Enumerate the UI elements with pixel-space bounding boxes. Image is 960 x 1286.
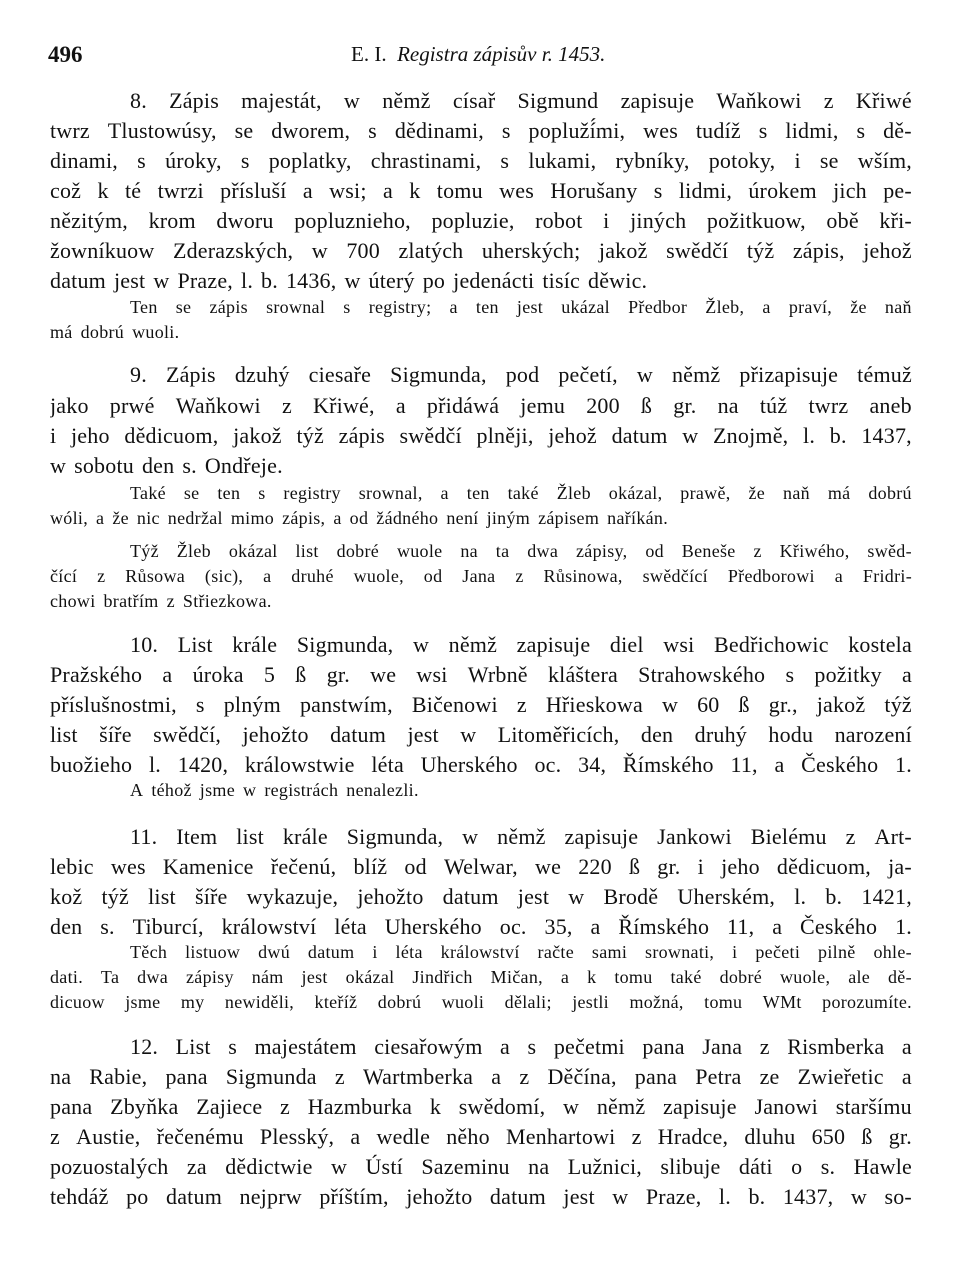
text-line: Pražského a úroka 5 ß gr. we wsi Wrbně kláštera Strahowského s požitky a bbox=[50, 662, 912, 687]
text-line: i jeho dědicuom, jakož týž zápis swědčí plněji, jehož datum w Znojmě, l. b. 1437, bbox=[50, 423, 912, 448]
text-line: dinami, s úroky, s poplatky, chrastinami, s lukami, rybníky, potoky, i se wším, bbox=[50, 148, 912, 173]
text-line: žowníkuow Zderazských, w 700 zlatých uherských; jakož swědčí týž zápis, jehož bbox=[50, 238, 912, 263]
text-line: jako prwé Waňkowi z Křiwé, a přidáwá jemu 200 ß gr. na túž twrz aneb bbox=[50, 393, 912, 418]
text-line: lebic wes Kamenice řečenú, blíž od Welwar, we 220 ß gr. i jeho dědicuom, ja- bbox=[50, 854, 912, 879]
text-line: twrz Tlustowúsy, se dworem, s dědinami, s popluží́mi, wes tudíž s lidmi, s dě- bbox=[50, 118, 912, 143]
note-line: A téhož jsme w registrách nenalezli. bbox=[130, 780, 419, 800]
note-line: Těch listuow dwú datum i léta králowství račte sami srownati, i pečeti pilně ohle- bbox=[130, 942, 912, 962]
text-line: list šíře swědčí, jehožto datum jest w Litoměřicích, den druhý hodu narození bbox=[50, 722, 912, 747]
note-line: chowi bratřím z Střiezkowa. bbox=[50, 591, 272, 611]
text-line: pana Zbyňka Zajiece z Hazmburka k swědomí, w němž zapisuje Janowi staršímu bbox=[50, 1094, 912, 1119]
note-line: čící z Růsowa (sic), a druhé wuole, od Jana z Růsinowa, swědčící Předborowi a Fridri- bbox=[50, 566, 912, 586]
text-line: příslušnostmi, s plným panstwím, Bičenowi z Hřieskowa w 60 ß gr., jakož týž bbox=[50, 692, 912, 717]
page-header bbox=[48, 42, 912, 74]
text-line: tehdáž po datum nejprw příštím, jehožto datum jest w Praze, l. b. 1437, w so- bbox=[50, 1184, 912, 1209]
note-line: dicuow jsme my newiděli, kteříž dobrú wuoli dělali; jestli možná, tomu WMt porozumíte. bbox=[50, 992, 912, 1012]
text-line: w sobotu den s. Ondřeje. bbox=[50, 453, 283, 478]
text-line: buožieho l. 1420, králowstwie léta Uherského oc. 34, Římského 11, a Českého 1. bbox=[50, 752, 912, 777]
note-line: Ten se zápis srownal s registry; a ten jest ukázal Předbor Žleb, a praví, že naň bbox=[130, 297, 912, 317]
text-line: den s. Tiburcí, králowství léta Uherského oc. 35, a Římského 11, a Českého 1. bbox=[50, 914, 912, 939]
text-line: z Austie, řečenému Plesský, a wedle něho Menhartowi z Hradce, dluhu 650 ß gr. bbox=[50, 1124, 912, 1149]
text-line: pozuostalých za dědictwie w Ústí Sazeminu na Lužnici, slibuje dáti o s. Hawle bbox=[50, 1154, 912, 1179]
text-line: kož týž list šíře wykazuje, jehožto datum jest w Brodě Uherském, l. b. 1421, bbox=[50, 884, 912, 909]
text-line: na Rabie, pana Sigmunda z Wartmberka a z Děčína, pana Petra ze Zwiеřetic a bbox=[50, 1064, 912, 1089]
text-line: což k té twrzi přísluší a wsi; a k tomu wes Horušany s lidmi, úrokem jich pe- bbox=[50, 178, 912, 203]
text-line: nězitým, krom dworu popluznieho, popluzie, robot i jiných požitkuow, obě kři- bbox=[50, 208, 912, 233]
text-line: 10. List krále Sigmunda, w němž zapisuje diel wsi Bedřichowic kostela bbox=[130, 632, 912, 657]
page-number: 496 bbox=[48, 42, 83, 67]
running-title: Registra zápisův r. 1453. bbox=[397, 42, 606, 66]
note-line: Týž Žleb okázal list dobré wuole na ta dwa zápisy, od Beneše z Křiwého, swěd- bbox=[130, 541, 912, 561]
series-label: E. I. bbox=[351, 42, 387, 66]
note-line: wóli, a že nic nedržal mimo zápis, a od žádného není jiným zápisem naříkán. bbox=[50, 508, 669, 528]
note-line: Také se ten s registry srownal, a ten také Žleb okázal, prawě, že naň má dobrú bbox=[130, 483, 912, 503]
text-line: 11. Item list krále Sigmunda, w němž zapisuje Jankowi Bielému z Art- bbox=[130, 824, 912, 849]
text-line: 9. Zápis dzuhý ciesaře Sigmunda, pod pečetí, w němž přizapisuje témuž bbox=[130, 362, 912, 387]
text-line: datum jest w Praze, l. b. 1436, w úterý po jedenácti tisíc děwic. bbox=[50, 268, 648, 293]
note-line: má dobrú wuoli. bbox=[50, 322, 180, 342]
note-line: dati. Ta dwa zápisy nám jest okázal Jindřich Mičan, a k tomu také dobré wuole, ale dě- bbox=[50, 967, 912, 987]
text-line: 8. Zápis majestát, w němž císař Sigmund zapisuje Waňkowi z Křiwé bbox=[130, 88, 912, 113]
text-line: 12. List s majestátem ciesařowým a s pečetmi pana Jana z Rismberka a bbox=[130, 1034, 912, 1059]
running-head bbox=[351, 42, 605, 67]
